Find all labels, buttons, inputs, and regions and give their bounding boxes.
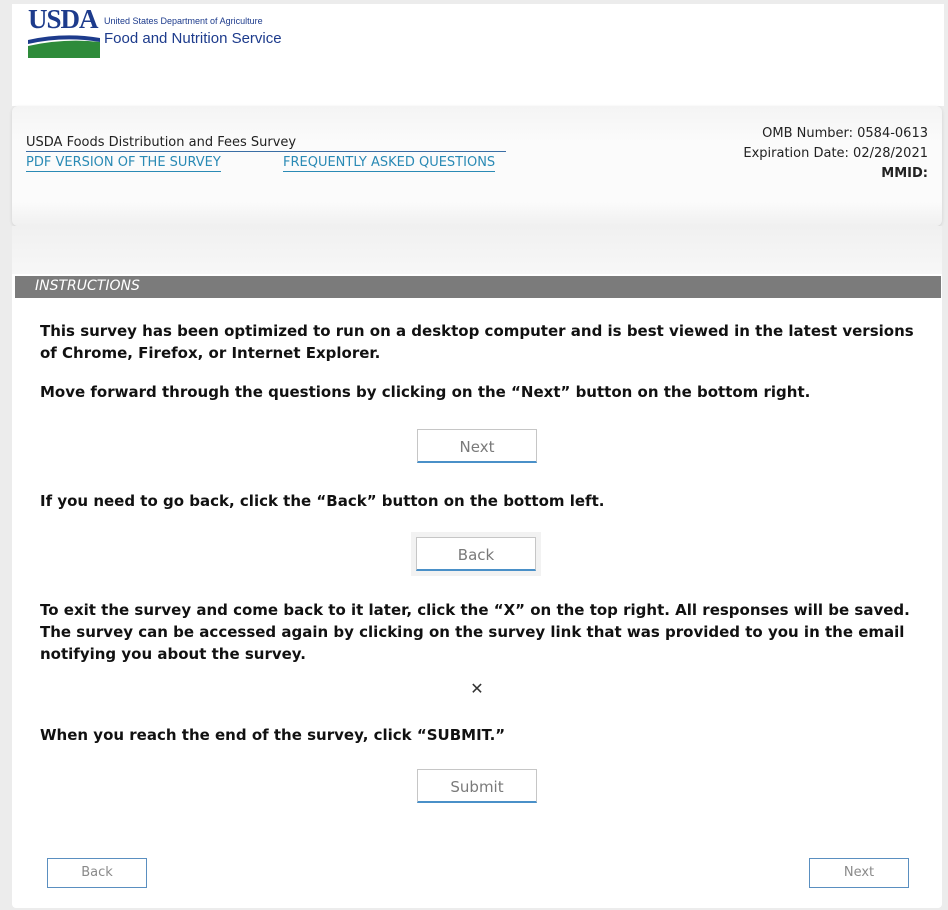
agency-name: Food and Nutrition Service — [104, 30, 282, 47]
back-button[interactable]: Back — [47, 858, 147, 888]
next-example-button[interactable]: Next — [417, 429, 537, 463]
instruction-exit: To exit the survey and come back to it later, click the “X” on the top right. All responses will be saved. The survey can be accessed again by clicking on the survey link that was provided to you in the email notifying you about the survey. — [40, 601, 910, 663]
usda-wordmark: USDA — [28, 4, 98, 34]
next-button[interactable]: Next — [809, 858, 909, 888]
survey-title: USDA Foods Distribution and Fees Survey — [26, 134, 506, 152]
mmid-label: MMID: — [881, 166, 928, 181]
instruction-next: Move forward through the questions by clicking on the “Next” button on the bottom right. — [40, 383, 811, 401]
logo-block — [12, 4, 944, 106]
instructions-heading: INSTRUCTIONS — [35, 278, 140, 294]
submit-example-button[interactable]: Submit — [417, 769, 537, 803]
instruction-back: If you need to go back, click the “Back” button on the bottom left. — [40, 492, 605, 510]
instruction-browser-note: This survey has been optimized to run on a desktop computer and is best viewed in the latest versions of Chrome, Firefox, or Internet Explorer. — [40, 322, 914, 362]
agency-parent-name: United States Department of Agriculture — [104, 16, 263, 26]
pdf-version-link[interactable]: PDF VERSION OF THE SURVEY — [26, 155, 221, 170]
back-example-button[interactable]: Back — [416, 537, 536, 571]
instruction-submit: When you reach the end of the survey, click “SUBMIT.” — [40, 726, 506, 744]
expiration-date: Expiration Date: 02/28/2021 — [743, 146, 928, 161]
close-icon: ✕ — [470, 679, 484, 698]
omb-info — [743, 124, 928, 184]
instructions-heading-bar — [15, 276, 941, 298]
instructions-panel — [12, 274, 942, 908]
survey-header — [12, 106, 942, 226]
usda-swoosh-icon — [28, 34, 100, 58]
faq-link[interactable]: FREQUENTLY ASKED QUESTIONS — [283, 155, 496, 170]
omb-number: OMB Number: 0584-0613 — [762, 126, 928, 141]
spacer — [12, 226, 942, 274]
